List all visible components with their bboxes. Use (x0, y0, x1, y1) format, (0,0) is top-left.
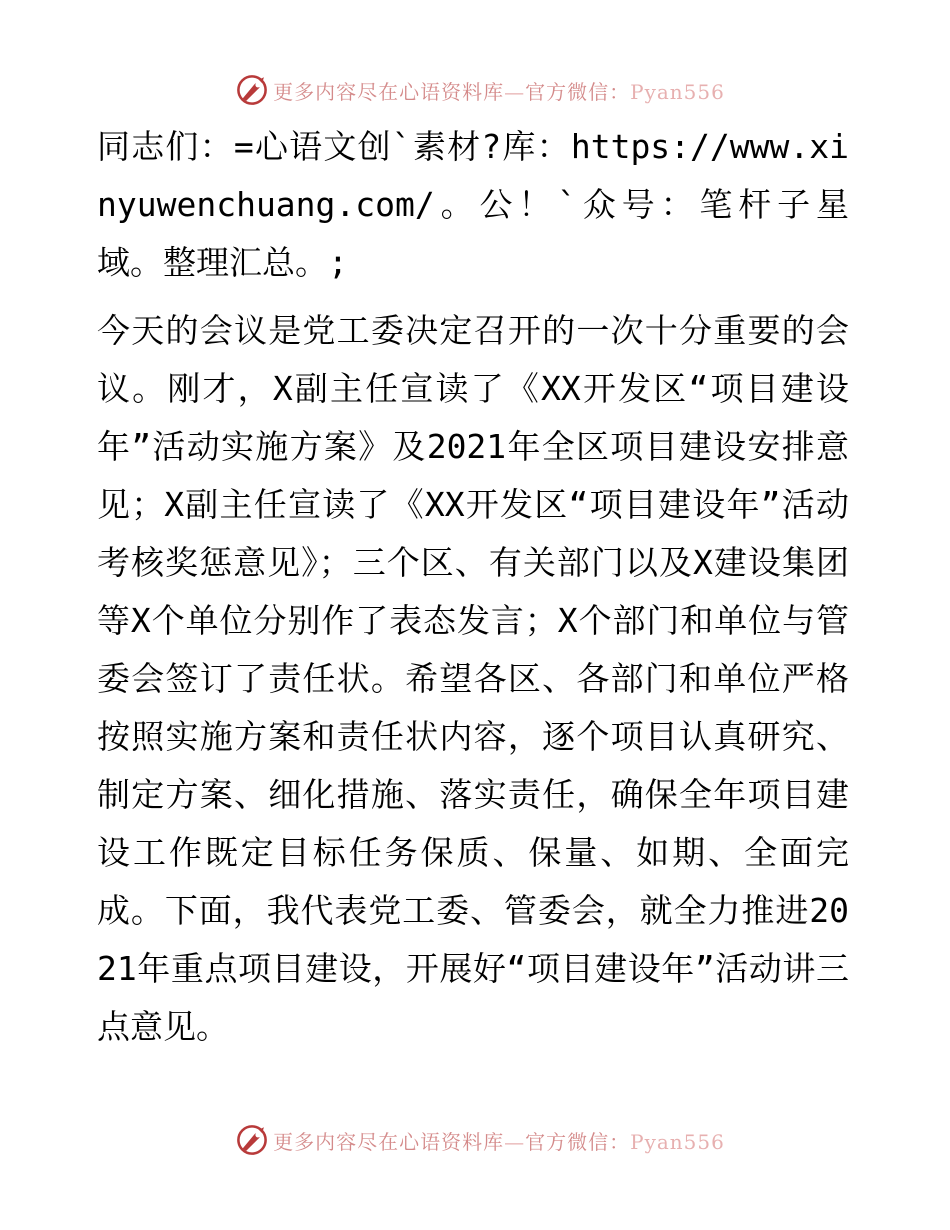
header-banner-wechat-label: 官方微信： (525, 79, 631, 104)
document-body (97, 118, 849, 1056)
body-paragraph-2: 今天的会议是党工委决定召开的一次十分重要的会议。刚才，X副主任宣读了《XX开发区“项目建设年”活动实施方案》及2021年全区项目建设安排意见；X副主任宣读了《XX开发区“项目建设年”活动考核奖惩意见》；三个区、有关部门以及X建设集团等X个单位分别作了表态发言；X个部门和单位与管委会签订了责任状。希望各区、各部门和单位严格按照实施方案和责任状内容，逐个项目认真研究、制定方案、细化措施、落实责任，确保全年项目建设工作既定目标任务保质、保量、如期、全面完成。下面，我代表党工委、管委会，就全力推进2021年重点项目建设，开展好“项目建设年”活动讲三点意见。 (97, 311, 849, 1046)
footer-banner-title: 更多内容尽在心语资料库 (273, 1129, 505, 1154)
footer-banner-wechat-label: 官方微信： (525, 1129, 631, 1154)
body-paragraph-1: 同志们：=心语文创`素材?库：https://www.xinyuwenchuang.com/。公！`众号：笔杆子星域。整理汇总。; (97, 127, 849, 282)
pen-nib-logo-icon (235, 1123, 269, 1157)
footer-banner-text (273, 1126, 725, 1155)
header-banner-wechat-id: Pyan556 (630, 79, 725, 104)
footer-banner (0, 1120, 950, 1160)
header-banner (0, 70, 950, 110)
header-banner-title: 更多内容尽在心语资料库 (273, 79, 505, 104)
footer-banner-separator: — (504, 1129, 526, 1154)
pen-nib-logo-icon (235, 73, 269, 107)
footer-banner-inner (235, 1123, 725, 1157)
header-banner-separator: — (504, 79, 526, 104)
footer-banner-wechat-id: Pyan556 (630, 1129, 725, 1154)
header-banner-inner (235, 73, 725, 107)
header-banner-text (273, 76, 725, 105)
